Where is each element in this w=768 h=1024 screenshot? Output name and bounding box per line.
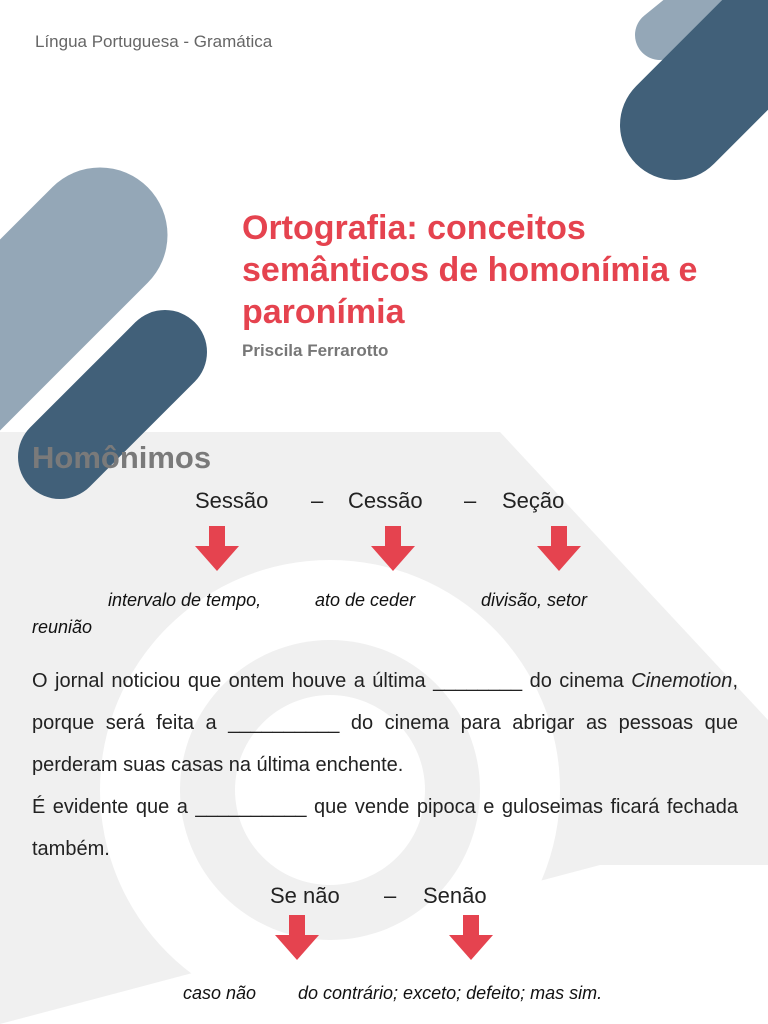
down-arrow-icon (274, 915, 320, 961)
section-heading: Homônimos (32, 440, 212, 475)
word-sessao: Sessão (195, 488, 269, 513)
page-title: Ortografia: conceitos semânticos de homonímia e paronímia (242, 209, 698, 331)
word-cessao: Cessão (348, 488, 423, 513)
exercise-text: , porque será feita a __________ do cinema para abrigar as pessoas que perderam suas casas na última enchente. (32, 670, 738, 776)
meaning-sessao-continuation: reunião (32, 617, 93, 637)
word-separator: – (311, 488, 324, 513)
author-name: Priscila Ferrarotto (242, 341, 389, 360)
word-senao: Senão (423, 883, 487, 908)
down-arrow-icon (194, 526, 240, 572)
word-se-nao: Se não (270, 883, 340, 908)
down-arrow-icon (536, 526, 582, 572)
down-arrow-icon (370, 526, 416, 572)
exercise-sentence-1 (32, 660, 738, 786)
exercise-italic-word: Cinemotion (631, 670, 733, 692)
exercise-paragraph (32, 660, 738, 870)
meaning-sessao: intervalo de tempo, (108, 590, 262, 610)
meaning-cessao: ato de ceder (315, 590, 416, 610)
meaning-se-nao: caso não (183, 983, 257, 1003)
word-separator: – (464, 488, 477, 513)
subject-label: Língua Portuguesa - Gramática (35, 32, 273, 51)
exercise-sentence-2: É evidente que a __________ que vende pipoca e guloseimas ficará fechada também. (32, 796, 738, 860)
meaning-secao: divisão, setor (481, 590, 588, 610)
exercise-text: O jornal noticiou que ontem houve a última ________ do cinema (32, 670, 624, 692)
meaning-senao: do contrário; exceto; defeito; mas sim. (298, 983, 603, 1003)
down-arrow-icon (448, 915, 494, 961)
word-secao: Seção (502, 488, 565, 513)
word-separator: – (384, 883, 397, 908)
